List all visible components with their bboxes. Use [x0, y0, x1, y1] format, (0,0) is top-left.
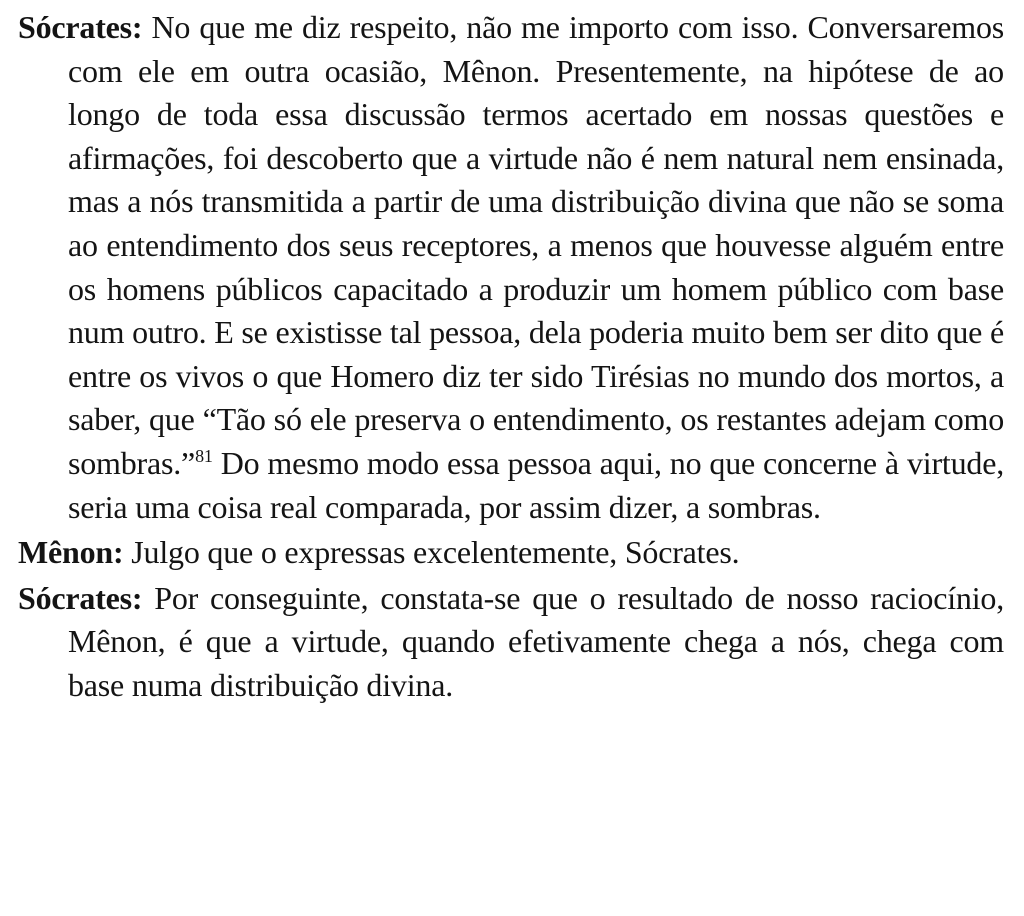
speech-text: No que me diz respeito, não me importo com isso. Conversaremos com ele em outra ocasião, Mênon. Presentemente, na hipótese de ao longo de toda essa discussão termos acertado em nossas questões e afirmações, foi descoberto que a virtude não é nem natural nem ensinada, mas a nós transmitida a partir de uma distribuição divina que não se soma ao entendimento dos seus receptores, a menos que houvesse alguém entre os homens públicos capacitado a produzir um homem público com base num outro. E se existisse tal pessoa, dela poderia muito bem ser dito que é entre os vivos o que Homero diz ter sido Tirésias no mundo dos mortos, a saber, que “Tão só ele preserva o entendimento, os restantes adejam como sombras.” [68, 9, 1004, 481]
speech-menon [18, 531, 1004, 575]
footnote-marker[interactable]: 81 [195, 445, 213, 466]
speaker-name: Sócrates: [18, 579, 143, 616]
speaker-name: Mênon: [18, 534, 124, 571]
dialogue-page [18, 6, 1004, 710]
speech-text-continued: Do mesmo modo essa pessoa aqui, no que concerne à virtude, seria uma coisa real comparada, por assim dizer, a sombras. [68, 444, 1004, 525]
speaker-name: Sócrates: [18, 9, 143, 45]
speech-socrates-2 [18, 577, 1004, 708]
speech-text: Julgo que o expressas excelentemente, Sócrates. [123, 534, 740, 571]
speech-text: Por conseguinte, constata-se que o resultado de nosso raciocínio, Mênon, é que a virtude, quando efetivamente chega a nós, chega com base numa distribuição divina. [68, 579, 1004, 703]
speech-socrates-1 [18, 6, 1004, 529]
